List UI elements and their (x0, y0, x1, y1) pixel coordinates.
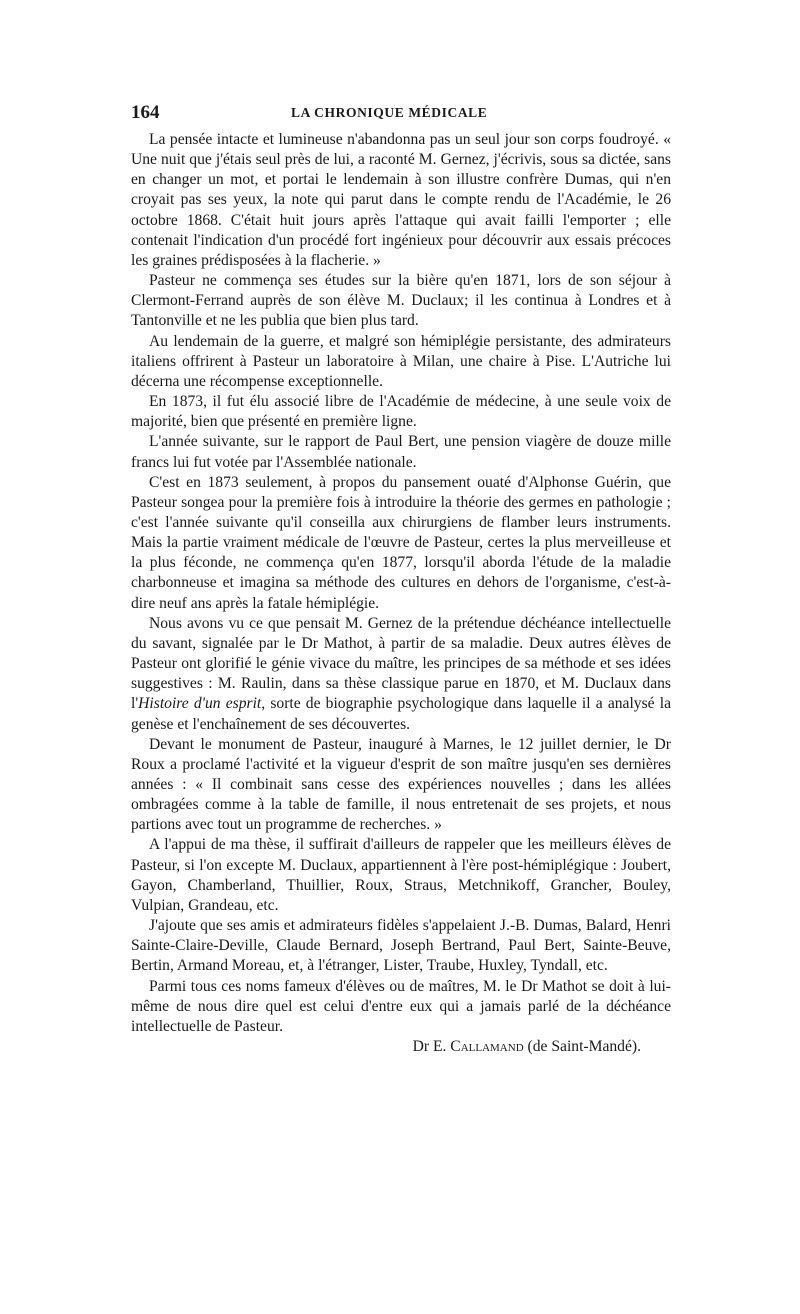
article-body (131, 130, 671, 1037)
paragraph-2: Pasteur ne commença ses études sur la bière qu'en 1871, lors de son séjour à Clermont-Ferrand auprès de son élève M. Duclaux; il les continua à Londres et à Tantonville et ne les publia que bien plus tard. (131, 272, 671, 330)
running-head (131, 102, 671, 124)
paragraph-7-tail: , sorte de biographie psychologique dans laquelle il a analysé la genèse et l'enchaînement de ses découvertes. (131, 695, 671, 733)
paragraph-5: L'année suivante, sur le rapport de Paul Bert, une pension viagère de douze mille francs lui fut votée par l'Assemblée nationale. (131, 433, 671, 471)
page-number: 164 (131, 102, 160, 123)
paragraph-7-text: Nous avons vu ce que pensait M. Gernez de la prétendue déchéance intellectuelle du savant, signalée par le Dr Mathot, à partir de sa maladie. Deux autres élèves de Pasteur ont glorifié le génie vivace du maître, les principes de sa méthode et ses idées suggestives : M. Raulin, dans sa thèse classique parue en 1870, et M. Duclaux dans l' (131, 614, 671, 713)
signature-prefix: Dr E. (412, 1038, 451, 1056)
paragraph-9: A l'appui de ma thèse, il suffirait d'ailleurs de rappeler que les meilleurs élèves de Pasteur, si l'on excepte M. Duclaux, appartiennent à l'ère post-hémiplégique : Joubert, Gayon, Chamberland, Thuillier, Roux, Straus, Metchnikoff, Grancher, Bouley, Vulpian, Grandeau, etc. (131, 836, 671, 914)
document-page (131, 102, 671, 1057)
journal-title: LA CHRONIQUE MÉDICALE (291, 105, 488, 120)
author-signature (131, 1037, 671, 1057)
paragraph-4: En 1873, il fut élu associé libre de l'Académie de médecine, à une seule voix de majorité, bien que présenté en première ligne. (131, 393, 671, 431)
signature-suffix: (de Saint-Mandé). (523, 1038, 641, 1056)
paragraph-8: Devant le monument de Pasteur, inauguré à Marnes, le 12 juillet dernier, le Dr Roux a proclamé l'activité et la vigueur d'esprit de son maître jusqu'en ses dernières années : « Il combinait sans cesse des expériences nouvelles ; dans les allées ombragées comme à la table de famille, il nous entretenait de ses projets, et nous partions avec tout un programme de recherches. » (131, 735, 671, 834)
book-title: Histoire d'un esprit (138, 695, 262, 713)
paragraph-1: La pensée intacte et lumineuse n'abandonna pas un seul jour son corps foudroyé. « Une nuit que j'étais seul près de lui, a raconté M. Gernez, j'écrivis, sous sa dictée, sans en changer un mot, et portai le lendemain à son illustre confrère Dumas, qui n'en croyait pas ses yeux, la note qui parut dans le compte rendu de l'Académie, le 26 octobre 1868. C'était huit jours après l'attaque qui avait failli l'emporter ; elle contenait l'indication d'un procédé fort ingénieux pour découvrir aux essais précoces les graines prédisposées à la flacherie. » (131, 131, 671, 269)
paragraph-3: Au lendemain de la guerre, et malgré son hémiplégie persistante, des admirateurs italiens offrirent à Pasteur un laboratoire à Milan, une chaire à Pise. L'Autriche lui décerna une récompense exceptionnelle. (131, 332, 671, 390)
paragraph-11: Parmi tous ces noms fameux d'élèves ou de maîtres, M. le Dr Mathot se doit à lui-même de nous dire quel est celui d'entre eux qui a jamais parlé de la déchéance intellectuelle de Pasteur. (131, 977, 671, 1035)
paragraph-10: J'ajoute que ses amis et admirateurs fidèles s'appelaient J.-B. Dumas, Balard, Henri Sainte-Claire-Deville, Claude Bernard, Joseph Bertrand, Paul Bert, Sainte-Beuve, Bertin, Armand Moreau, et, à l'étranger, Lister, Traube, Huxley, Tyndall, etc. (131, 917, 671, 975)
paragraph-6: C'est en 1873 seulement, à propos du pansement ouaté d'Alphonse Guérin, que Pasteur songea pour la première fois à introduire la théorie des germes en pathologie ; c'est l'année suivante qu'il conseilla aux chirurgiens de flamber leurs instruments. Mais la partie vraiment médicale de l'œuvre de Pasteur, certes la plus merveilleuse et la plus féconde, ne commença qu'en 1877, lorsqu'il aborda l'étude de la maladie charbonneuse et imagina sa méthode des cultures en dehors de l'organisme, c'est-à-dire neuf ans après la fatale hémiplégie. (131, 473, 671, 612)
signature-name: Callamand (450, 1038, 524, 1056)
paragraph-7 (131, 614, 671, 735)
